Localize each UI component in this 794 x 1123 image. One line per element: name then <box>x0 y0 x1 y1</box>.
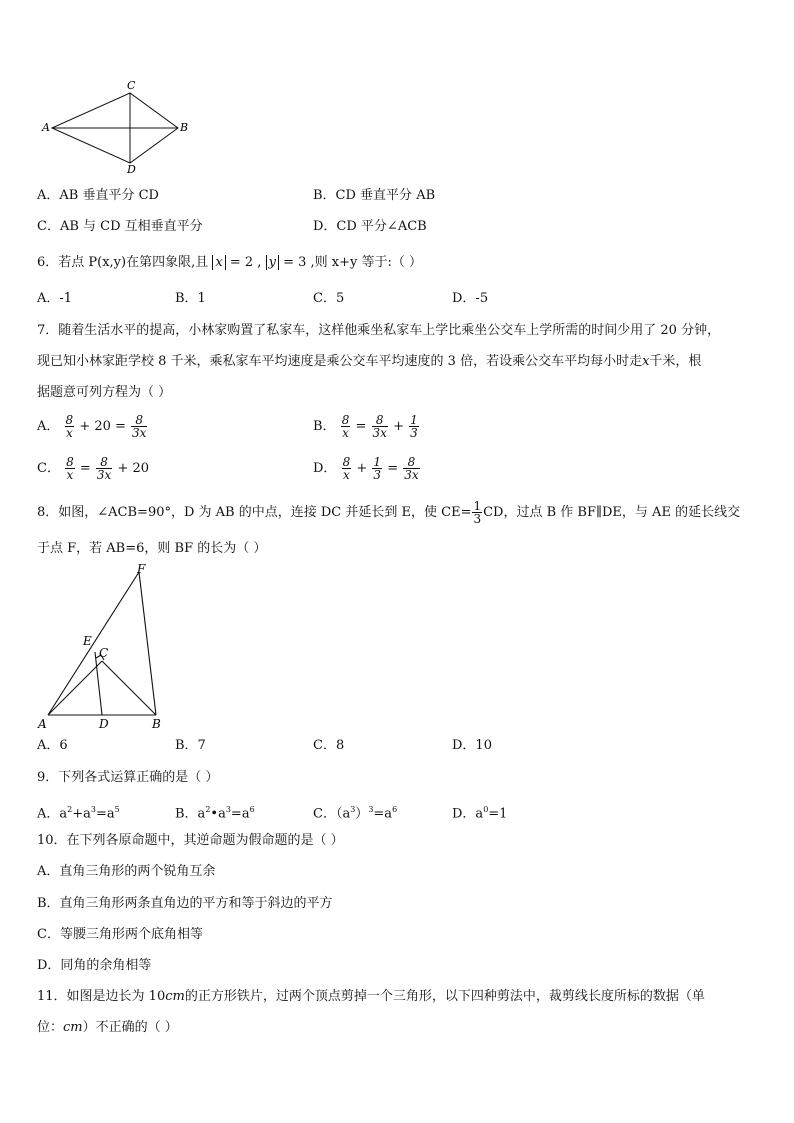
label-c: C <box>127 80 136 92</box>
q6-option-c[interactable]: C．5 <box>313 291 345 306</box>
label-d: D <box>127 163 136 175</box>
q7-option-d[interactable]: D． $\frac{8}{x}$ + $\frac{1}{3}$ = $\frac{8}{3x}$ <box>313 455 419 482</box>
q5-option-b[interactable]: B．CD 垂直平分 AB <box>313 188 436 203</box>
label-a: A <box>38 717 47 731</box>
q9-option-a[interactable]: A．$a^2+a^3=a^5$ <box>37 805 120 822</box>
q8-option-b[interactable]: B．7 <box>175 738 206 753</box>
q10-stem: 10．在下列各原命题中，其逆命题为假命题的是（ ） <box>37 833 344 848</box>
q11-line-2: 位：cm）不正确的（ ） <box>37 1020 178 1035</box>
q7-option-a[interactable]: A． $\frac{8}{x}$ + 20 = $\frac{8}{3x}$ <box>37 413 147 440</box>
q5-option-d[interactable]: D．CD 平分∠ACB <box>313 219 427 234</box>
q10-option-b[interactable]: B．直角三角形两条直角边的平方和等于斜边的平方 <box>37 896 333 911</box>
q8-option-c[interactable]: C．8 <box>313 738 345 753</box>
label-f: F <box>137 562 146 576</box>
triangle-figure <box>35 562 175 734</box>
q5-option-a[interactable]: A．AB 垂直平分 CD <box>37 188 159 203</box>
q9-option-d[interactable]: D．$a^0=1$ <box>452 805 508 822</box>
label-e: E <box>83 634 92 648</box>
label-c: C <box>99 646 109 660</box>
q7-line-3: 据题意可列方程为（ ） <box>37 385 172 400</box>
q10-option-a[interactable]: A．直角三角形的两个锐角互余 <box>37 864 216 879</box>
q9-option-b[interactable]: B．$a^2•a^3=a^6$ <box>175 805 255 822</box>
q8-option-d[interactable]: D．10 <box>452 738 492 753</box>
abs-x: x <box>212 255 225 270</box>
q9-option-c[interactable]: C．$(a^3)^3=a^6$ <box>313 805 398 822</box>
q6-option-b[interactable]: B．1 <box>175 291 206 306</box>
q7-option-b[interactable]: B． $\frac{8}{x}$ = $\frac{8}{3x}$ + $\frac{1}{3}$ <box>313 413 418 440</box>
q6-option-d[interactable]: D．-5 <box>452 291 489 306</box>
q8-stem: 8．如图，∠ACB=90°，D 为 AB 的中点，连接 DC 并延长到 E，使 CE= $\frac{1}{3}$ CD，过点 B 作 BF∥DE，与 AE 的延长线交 <box>37 499 741 526</box>
q10-option-d[interactable]: D．同角的余角相等 <box>37 958 152 973</box>
q7-line-2: 现已知小林家距学校 8 千米，乘私家车平均速度是乘公交车平均速度的 3 倍，若设乘公交车平均每小时走x千米，根 <box>37 354 702 369</box>
q7-option-c[interactable]: C． $\frac{8}{x}$ = $\frac{8}{3x}$ + 20 <box>37 455 150 482</box>
abs-y: y <box>266 255 279 270</box>
label-a: A <box>42 121 50 134</box>
kite-figure <box>40 80 190 175</box>
q6-stem: 6．若点 P(x,y)在第四象限,且 x = 2 , y = 3 ,则 x+y 等于:（ ） <box>37 255 422 270</box>
label-b: B <box>180 121 189 134</box>
q5-option-c[interactable]: C．AB 与 CD 互相垂直平分 <box>37 219 203 234</box>
label-b: B <box>152 717 161 731</box>
q10-option-c[interactable]: C．等腰三角形两个底角相等 <box>37 927 203 942</box>
q8-line-2: 于点 F，若 AB=6，则 BF 的长为（ ） <box>37 541 267 556</box>
q11-line-1: 11．如图是边长为 10cm的正方形铁片，过两个顶点剪掉一个三角形，以下四种剪法中，裁剪线长度所标的数据（单 <box>37 989 705 1004</box>
q6-option-a[interactable]: A．-1 <box>37 291 73 306</box>
label-d: D <box>99 717 109 731</box>
q9-stem: 9．下列各式运算正确的是（ ） <box>37 770 219 785</box>
q8-option-a[interactable]: A．6 <box>37 738 68 753</box>
q7-line-1: 7．随着生活水平的提高，小林家购置了私家车，这样他乘坐私家车上学比乘坐公交车上学所需的时间少用了 20 分钟， <box>37 323 721 338</box>
